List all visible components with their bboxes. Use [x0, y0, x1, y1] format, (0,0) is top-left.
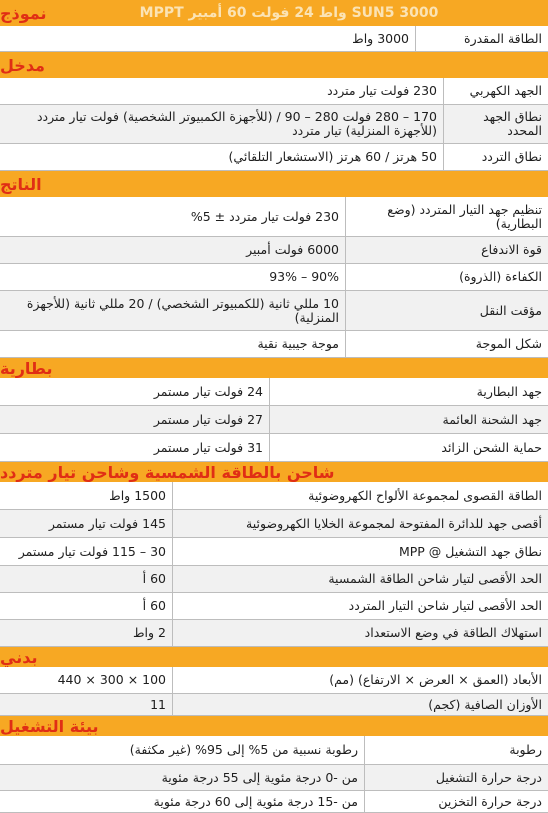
section-header [0, 462, 548, 482]
spec-label: درجة حرارة التخزين [438, 793, 542, 809]
spec-label: قوة الاندفاع [481, 242, 542, 257]
spec-label: الأوزان الصافية (كجم) [428, 696, 542, 712]
spec-row [0, 197, 548, 237]
spec-label: جهد الشحنة العائمة [442, 411, 542, 427]
spec-value: 24 فولت تيار مستمر [0, 378, 270, 405]
spec-value: 6000 فولت أمبير [0, 237, 346, 263]
spec-label: شكل الموجة [475, 336, 542, 351]
section-title: بطارية [0, 358, 53, 378]
section-title: شاحن بالطاقة الشمسية وشاحن تيار متردد [0, 462, 335, 482]
section-header [0, 52, 548, 78]
spec-label: نطاق التردد [481, 149, 542, 164]
spec-row [0, 331, 548, 358]
spec-value: 170 – 280 فولت 280 – 90 / (للأجهزة الكمبيوتر الشخصية) فولت تيار متردد (للأجهزة المنزلية) تيار متردد [0, 105, 444, 143]
spec-value: 90% – 93% [0, 264, 346, 290]
section-header [0, 716, 548, 736]
spec-row [0, 105, 548, 144]
spec-row [0, 237, 548, 264]
spec-label: أقصى جهد للدائرة المفتوحة لمجموعة الخلايا الكهروضوئية [246, 515, 542, 531]
spec-label: نطاق جهد التشغيل @ MPP [398, 543, 542, 559]
spec-row [0, 378, 548, 406]
spec-value: 3000 واط [0, 26, 416, 51]
spec-row [0, 434, 548, 462]
spec-row [0, 620, 548, 647]
spec-row [0, 593, 548, 620]
section-title: نموذج [0, 3, 47, 23]
spec-value: 10 مللي ثانية (للكمبيوتر الشخصي) / 20 مللي ثانية (للأجهزة المنزلية) [0, 291, 346, 330]
model-name: SUN5 3000 واط 24 فولت 60 أمبير MPPT [139, 5, 439, 21]
spec-label: حماية الشحن الزائد [441, 439, 542, 455]
section-header [0, 647, 548, 667]
spec-row [0, 144, 548, 171]
spec-row [0, 291, 548, 331]
spec-row [0, 667, 548, 694]
section-header [0, 358, 548, 378]
spec-label: الحد الأقصى لتيار شاحن الطاقة الشمسية [328, 571, 542, 586]
spec-value: من -0 درجة مئوية إلى 55 درجة مئوية [0, 765, 365, 790]
spec-value: 31 فولت تيار مستمر [0, 434, 270, 461]
spec-label: الطاقة القصوى لمجموعة الألواح الكهروضوئية [308, 487, 542, 503]
spec-value: 11 [0, 694, 173, 715]
spec-row [0, 482, 548, 510]
spec-label: الكفاءة (الذروة) [459, 269, 542, 284]
spec-value: 60 أ [0, 593, 173, 619]
spec-value: 60 أ [0, 566, 173, 592]
spec-row [0, 78, 548, 105]
spec-row [0, 765, 548, 791]
spec-label: تنظيم جهد التيار المتردد (وضع البطارية) [387, 201, 542, 231]
section-header [0, 171, 548, 197]
spec-label: الجهد الكهربي [469, 83, 542, 98]
spec-row [0, 510, 548, 538]
section-title: الناتج [0, 174, 42, 194]
spec-row [0, 264, 548, 291]
spec-row [0, 566, 548, 593]
spec-value: 230 فولت تيار متردد ± 5% [0, 197, 346, 236]
spec-value: 50 هرتز / 60 هرتز (الاستشعار التلقائي) [0, 144, 444, 170]
spec-row [0, 694, 548, 716]
section-header [0, 0, 548, 26]
spec-label: رطوبة [509, 742, 542, 757]
spec-value: 2 واط [0, 620, 173, 646]
spec-value: 1500 واط [0, 482, 173, 509]
section-title: مدخل [0, 55, 45, 75]
spec-row [0, 736, 548, 765]
spec-value: 30 – 115 فولت تيار مستمر [0, 538, 173, 565]
spec-value: 100 × 300 × 440 [0, 667, 173, 693]
spec-label: جهد البطارية [476, 383, 542, 399]
spec-label: استهلاك الطاقة في وضع الاستعداد [364, 625, 542, 640]
spec-value: رطوبة نسبية من 5% إلى 95% (غير مكثفة) [0, 736, 365, 764]
spec-label: نطاق الجهد المحدد [483, 109, 542, 138]
spec-value: موجة جيبية نقية [0, 331, 346, 357]
spec-row [0, 26, 548, 52]
spec-row [0, 791, 548, 813]
spec-label: الطاقة المقدرة [464, 30, 542, 46]
spec-value: 145 فولت تيار مستمر [0, 510, 173, 537]
spec-label: مؤقت النقل [479, 302, 542, 318]
spec-value: 27 فولت تيار مستمر [0, 406, 270, 433]
spec-label: درجة حرارة التشغيل [435, 769, 542, 785]
section-title: بدني [0, 647, 38, 667]
spec-row [0, 406, 548, 434]
spec-label: الأبعاد (العمق × العرض × الارتفاع) (مم) [329, 672, 542, 687]
spec-label: الحد الأقصى لتيار شاحن التيار المتردد [348, 598, 542, 613]
spec-value: من -15 درجة مئوية إلى 60 درجة مئوية [0, 791, 365, 812]
spec-row [0, 538, 548, 566]
spec-value: 230 فولت تيار متردد [0, 78, 444, 104]
section-title: بيئة التشغيل [0, 716, 99, 736]
